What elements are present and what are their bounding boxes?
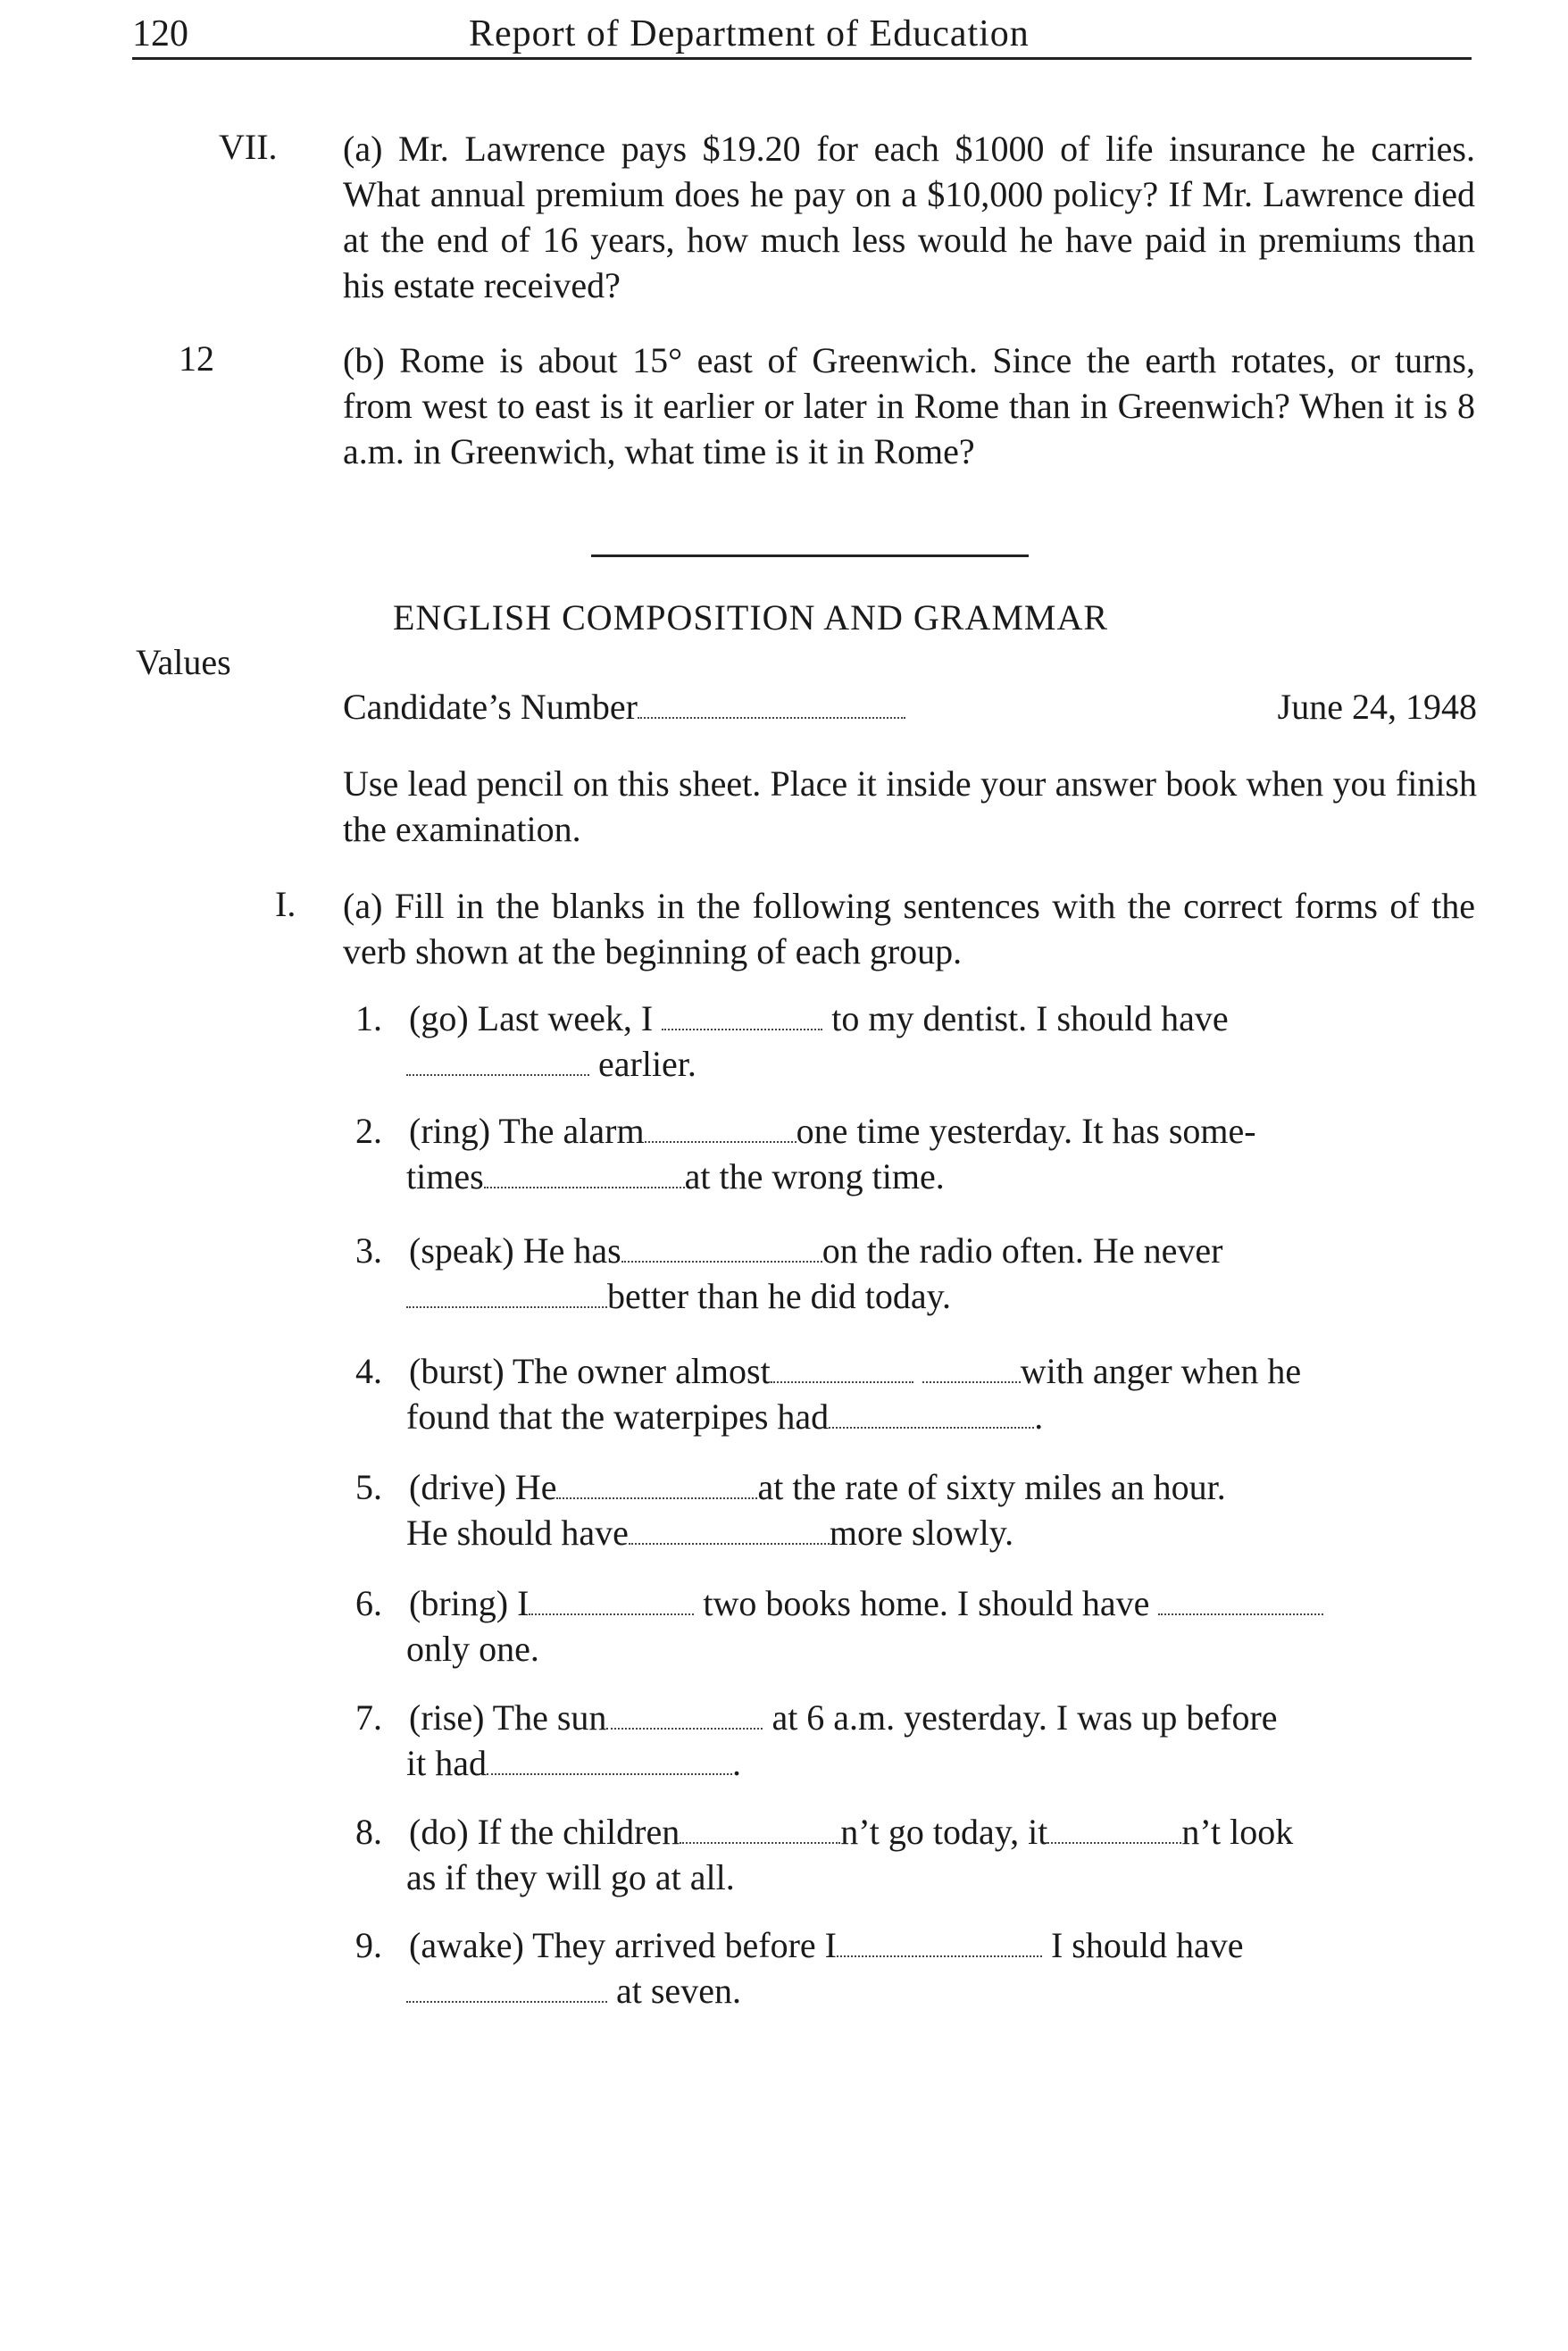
list-item-continuation: as if they will go at all. — [406, 1857, 735, 1897]
list-item: 9. (awake) They arrived before I I should have — [355, 1925, 1244, 1965]
exam-date: June 24, 1948 — [1277, 687, 1477, 727]
list-item-continuation: at seven. — [406, 1968, 741, 2013]
answer-blank[interactable] — [529, 1587, 694, 1615]
page-number: 120 — [132, 13, 188, 54]
section-divider — [591, 554, 1029, 557]
list-item-continuation: times at the wrong time. — [406, 1156, 945, 1196]
list-item: 4. (burst) The owner almost with anger when he — [355, 1351, 1302, 1391]
values-label: Values — [136, 642, 231, 682]
list-item-continuation: it had . — [406, 1743, 741, 1783]
list-item: 3. (speak) He has on the radio often. He never — [355, 1230, 1223, 1271]
answer-blank[interactable] — [406, 1047, 589, 1076]
list-item: 7. (rise) The sun at 6 a.m. yesterday. I was up before — [355, 1697, 1278, 1738]
answer-blank[interactable] — [621, 1234, 822, 1263]
list-item-continuation: He should have more slowly. — [406, 1513, 1014, 1553]
answer-blank[interactable] — [487, 1747, 732, 1775]
question-numeral: VII. — [219, 127, 278, 167]
candidate-label: Candidate’s Number — [343, 687, 638, 727]
candidate-line — [343, 686, 1477, 728]
answer-blank[interactable] — [680, 1815, 840, 1844]
answer-blank[interactable] — [829, 1400, 1034, 1429]
list-item: 6. (bring) I two books home. I should have — [355, 1580, 1323, 1626]
answer-blank[interactable] — [645, 1114, 797, 1143]
list-item: 8. (do) If the children n’t go today, it n’t look — [355, 1812, 1294, 1852]
section-numeral: I. — [275, 884, 296, 924]
answer-blank[interactable] — [1047, 1815, 1181, 1844]
answer-blank[interactable] — [606, 1701, 763, 1730]
list-item-continuation: better than he did today. — [406, 1273, 951, 1319]
list-item: 1. (go) Last week, I to my dentist. I should have — [355, 998, 1229, 1038]
list-item-continuation: only one. — [406, 1629, 539, 1669]
question-part-a: (a) Mr. Lawrence pays $19.20 for each $1000 of life insurance he carries. What annual premium does he pay on a $10,000 policy? If Mr. Lawrence died at the end of 16 years, how much less would he have paid in premiums than his estate received? — [343, 129, 1475, 305]
list-item: 2. (ring) The alarm one time yesterday. It has some- — [355, 1111, 1256, 1151]
list-item: 5. (drive) He at the rate of sixty miles an hour. — [355, 1467, 1226, 1507]
list-item-continuation: earlier. — [406, 1041, 696, 1087]
section-title: ENGLISH COMPOSITION AND GRAMMAR — [393, 597, 1109, 638]
answer-blank[interactable] — [922, 1355, 1021, 1383]
question-value: 12 — [179, 338, 214, 379]
answer-blank[interactable] — [556, 1471, 757, 1499]
header-rule — [132, 57, 1472, 60]
list-item-continuation: found that the waterpipes had . — [406, 1396, 1044, 1437]
answer-blank[interactable] — [1158, 1587, 1323, 1615]
running-title: Report of Department of Education — [469, 13, 1030, 54]
answer-blank[interactable] — [484, 1160, 685, 1188]
answer-blank[interactable] — [629, 1516, 830, 1545]
candidate-number-blank[interactable] — [638, 690, 905, 719]
answer-blank[interactable] — [406, 1280, 607, 1308]
question-part-b: (b) Rome is about 15° east of Greenwich. Since the earth rotates, or turns, from west to east is it earlier or later in Rome than in Greenwich? When it is 8 a.m. in Greenwich, what time is it in Rome? — [343, 340, 1475, 471]
answer-blank[interactable] — [406, 1974, 607, 2003]
section-part-a: (a) Fill in the blanks in the following sentences with the correct forms of the verb shown at the beginning of each group. — [343, 886, 1475, 971]
answer-blank[interactable] — [771, 1355, 913, 1383]
instructions: Use lead pencil on this sheet. Place it inside your answer book when you finish the examination. — [343, 763, 1477, 849]
answer-blank[interactable] — [662, 1002, 822, 1030]
answer-blank[interactable] — [837, 1929, 1042, 1957]
